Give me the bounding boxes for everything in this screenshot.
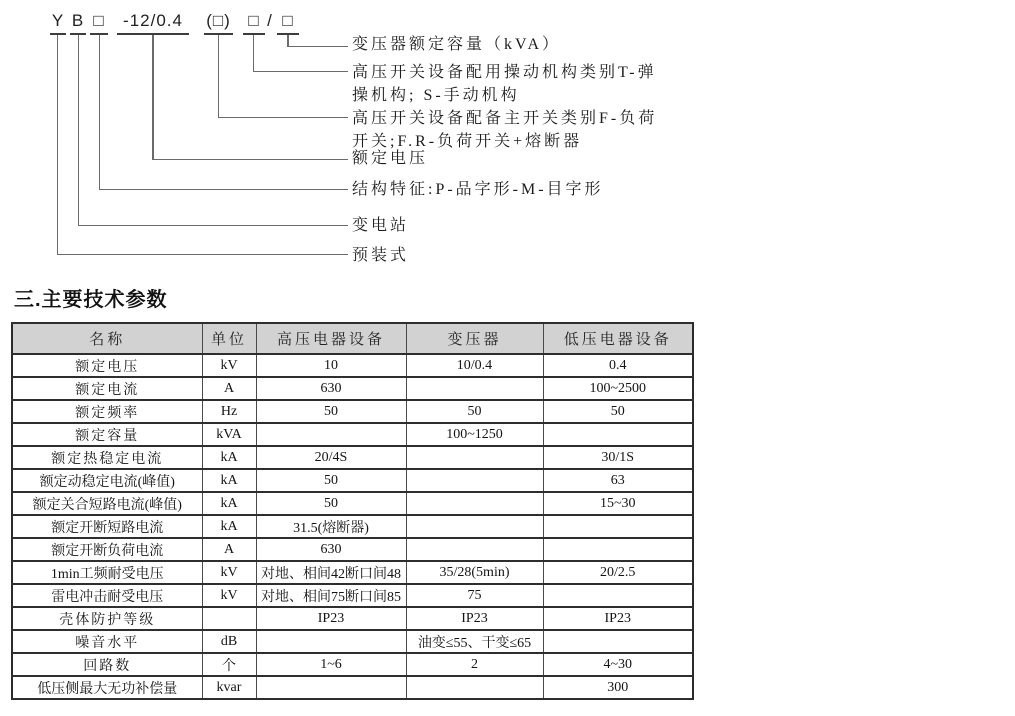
callout-label-line: 变电站 — [352, 217, 410, 234]
table-row — [12, 538, 693, 561]
param-value-cell: 1~6 — [256, 653, 406, 676]
param-value-cell: 50 — [256, 400, 406, 423]
param-value-cell: 20/2.5 — [543, 561, 693, 584]
designation-token-substation: B — [71, 11, 85, 30]
param-value-cell: A — [202, 377, 256, 400]
callout-line-horizontal — [99, 189, 348, 191]
table-row — [12, 400, 693, 423]
param-value-cell — [406, 446, 543, 469]
param-value-cell: 10/0.4 — [406, 354, 543, 377]
callout-line-horizontal — [78, 225, 348, 227]
param-value-cell: 15~30 — [543, 492, 693, 515]
callout-line-vertical — [218, 35, 220, 118]
param-value-cell: dB — [202, 630, 256, 653]
param-value-cell: 63 — [543, 469, 693, 492]
table-row — [12, 676, 693, 699]
param-name-cell: 额定动稳定电流(峰值) — [12, 469, 202, 492]
param-name-cell: 额定开断负荷电流 — [12, 538, 202, 561]
table-row — [12, 584, 693, 607]
designation-token-capacity: □ — [282, 11, 294, 30]
designation-token-structure: □ — [93, 11, 105, 30]
token-underline — [243, 33, 265, 35]
param-value-cell: 75 — [406, 584, 543, 607]
callout-line-horizontal — [253, 71, 348, 73]
callout-line-vertical — [99, 35, 101, 190]
callout-label-prefabricated — [352, 244, 409, 267]
table-row — [12, 423, 693, 446]
callout-label-transformer-capacity — [352, 33, 561, 56]
param-value-cell: 31.5(熔断器) — [256, 515, 406, 538]
param-name-cell: 低压侧最大无功补偿量 — [12, 676, 202, 699]
callout-label-rated-voltage — [352, 147, 428, 170]
param-value-cell: 50 — [543, 400, 693, 423]
table-row — [12, 354, 693, 377]
section-title: 三.主要技术参数 — [14, 289, 168, 311]
param-value-cell — [256, 676, 406, 699]
param-value-cell: 50 — [256, 492, 406, 515]
param-value-cell: 4~30 — [543, 653, 693, 676]
param-value-cell: kvar — [202, 676, 256, 699]
param-value-cell: kVA — [202, 423, 256, 446]
callout-line-vertical — [253, 35, 255, 72]
param-name-cell: 额定频率 — [12, 400, 202, 423]
table-row — [12, 561, 693, 584]
param-value-cell — [406, 538, 543, 561]
callout-label-line: 额定电压 — [352, 150, 429, 167]
param-value-cell: IP23 — [543, 607, 693, 630]
param-value-cell: 50 — [256, 469, 406, 492]
table-row — [12, 607, 693, 630]
param-value-cell: 35/28(5min) — [406, 561, 543, 584]
param-value-cell: 630 — [256, 377, 406, 400]
param-name-cell: 额定关合短路电流(峰值) — [12, 492, 202, 515]
params-table-body — [12, 354, 693, 699]
header-hv-equipment: 高压电器设备 — [256, 323, 406, 354]
param-value-cell: A — [202, 538, 256, 561]
param-value-cell: 2 — [406, 653, 543, 676]
param-value-cell — [406, 469, 543, 492]
callout-label-line: 操机构; S-手动机构 — [352, 87, 520, 104]
param-value-cell — [256, 630, 406, 653]
param-value-cell: kV — [202, 584, 256, 607]
param-value-cell — [406, 492, 543, 515]
param-value-cell: kV — [202, 354, 256, 377]
param-value-cell — [256, 423, 406, 446]
token-underline — [50, 33, 66, 35]
param-value-cell — [543, 630, 693, 653]
table-row — [12, 377, 693, 400]
param-value-cell: 100~1250 — [406, 423, 543, 446]
param-value-cell — [543, 538, 693, 561]
callout-label-operating-mechanism — [352, 61, 657, 107]
param-name-cell: 1min工频耐受电压 — [12, 561, 202, 584]
callout-label-line: 变压器额定容量（kVA） — [352, 36, 562, 53]
callout-line-vertical — [57, 35, 59, 255]
table-row — [12, 469, 693, 492]
callout-label-line: 结构特征:P-品字形-M-目字形 — [352, 181, 604, 198]
param-name-cell: 壳体防护等级 — [12, 607, 202, 630]
param-value-cell: 10 — [256, 354, 406, 377]
callout-line-horizontal — [57, 254, 348, 256]
param-value-cell: kA — [202, 469, 256, 492]
designation-token-slash: / — [267, 11, 273, 30]
designation-token-mechanism: □ — [248, 11, 260, 30]
param-value-cell — [202, 607, 256, 630]
param-value-cell: 20/4S — [256, 446, 406, 469]
param-value-cell: IP23 — [256, 607, 406, 630]
callout-line-vertical — [78, 35, 80, 226]
param-name-cell: 额定电流 — [12, 377, 202, 400]
callout-label-line: 预装式 — [352, 247, 410, 264]
param-value-cell: Hz — [202, 400, 256, 423]
designation-token-main-switch: (□) — [206, 11, 231, 30]
param-value-cell: kA — [202, 515, 256, 538]
param-value-cell — [543, 515, 693, 538]
param-value-cell: 对地、相间75断口间85 — [256, 584, 406, 607]
table-row — [12, 515, 693, 538]
param-value-cell — [406, 676, 543, 699]
technical-parameters-table — [11, 322, 694, 700]
table-row — [12, 492, 693, 515]
table-header-row — [12, 323, 693, 354]
param-name-cell: 噪音水平 — [12, 630, 202, 653]
param-value-cell: kA — [202, 446, 256, 469]
param-value-cell: 100~2500 — [543, 377, 693, 400]
param-name-cell: 额定容量 — [12, 423, 202, 446]
param-name-cell: 回路数 — [12, 653, 202, 676]
param-value-cell — [406, 377, 543, 400]
callout-label-line: 高压开关设备配备主开关类别F-负荷 — [352, 110, 658, 127]
callout-label-line: 开关;F.R-负荷开关+熔断器 — [352, 133, 583, 150]
callout-label-structure-feature — [352, 178, 604, 201]
param-value-cell — [543, 423, 693, 446]
header-name: 名称 — [12, 323, 202, 354]
header-transformer: 变压器 — [406, 323, 543, 354]
param-value-cell: 300 — [543, 676, 693, 699]
param-value-cell: 50 — [406, 400, 543, 423]
param-value-cell: 630 — [256, 538, 406, 561]
param-value-cell — [406, 515, 543, 538]
designation-token-voltage: -12/0.4 — [123, 11, 183, 30]
param-value-cell: kV — [202, 561, 256, 584]
param-value-cell: kA — [202, 492, 256, 515]
table-row — [12, 630, 693, 653]
param-name-cell: 额定开断短路电流 — [12, 515, 202, 538]
param-value-cell: IP23 — [406, 607, 543, 630]
param-name-cell: 雷电冲击耐受电压 — [12, 584, 202, 607]
param-value-cell: 个 — [202, 653, 256, 676]
param-value-cell — [543, 584, 693, 607]
designation-token-prefab: Y — [51, 11, 65, 30]
callout-line-horizontal — [218, 117, 348, 119]
header-lv-equipment: 低压电器设备 — [543, 323, 693, 354]
callout-label-substation — [352, 214, 409, 237]
param-value-cell: 0.4 — [543, 354, 693, 377]
table-row — [12, 446, 693, 469]
table-row — [12, 653, 693, 676]
param-name-cell: 额定热稳定电流 — [12, 446, 202, 469]
param-value-cell: 对地、相间42断口间48 — [256, 561, 406, 584]
param-value-cell: 30/1S — [543, 446, 693, 469]
callout-line-vertical — [152, 35, 154, 160]
callout-label-line: 高压开关设备配用操动机构类别T-弹 — [352, 64, 657, 81]
callout-line-horizontal — [152, 159, 348, 161]
callout-line-horizontal — [287, 46, 348, 48]
param-name-cell: 额定电压 — [12, 354, 202, 377]
header-unit: 单位 — [202, 323, 256, 354]
param-value-cell: 油变≤55、干变≤65 — [406, 630, 543, 653]
